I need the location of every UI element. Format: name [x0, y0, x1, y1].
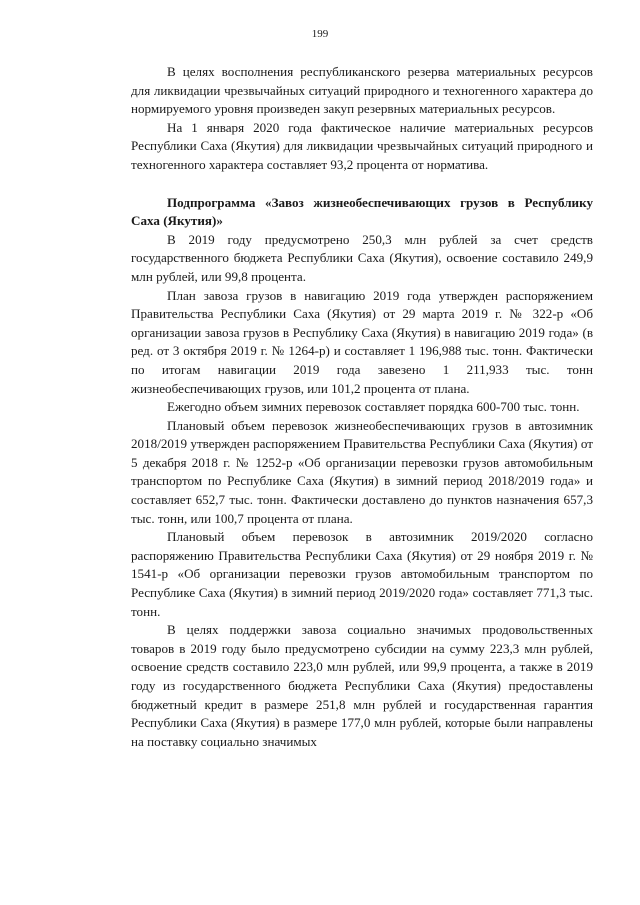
paragraph: План завоза грузов в навигацию 2019 года утвержден распоряжением Правительства Республики Саха (Якутия) от 29 марта 2019 г. № 322-р «Об организации завоза грузов в Республику Саха (Якутия) в навигацию 2019 года» (в ред. от 3 октября 2019 г. № 1264-р) и составляет 1 196,988 тыс. тонн. Фактически по итогам навигации 2019 года завезено 1 211,933 тыс. тонн жизнеобеспечивающих грузов, или 101,2 процента от плана. — [131, 287, 593, 396]
paragraph: В целях поддержки завоза социально значимых продовольственных товаров в 2019 году было предусмотрено субсидии на сумму 223,3 млн рублей, освоение средств составило 223,0 млн рублей, или 99,9 процента, а также в 2019 году из государственного бюджета Республики Саха (Якутия) предоставлены бюджетный кредит в размере 251,8 млн рублей и государственная гарантия Республики Саха (Якутия) в размере 177,0 млн рублей, которые были направлены на поставку социально значимых — [131, 622, 593, 749]
page-number: 199 — [311, 28, 329, 40]
paragraph: Плановый объем перевозок жизнеобеспечивающих грузов в автозимник 2018/2019 утвержден распоряжением Правительства Республики Саха (Якутия) от 5 декабря 2018 г. № 1252-р «Об организации перевозки грузов автомобильным транспортом по Республике Саха (Якутия) в зимний период 2018/2019 года» и составляет 652,7 тыс. тонн. Фактически доставлено до пунктов назначения 657,3 тыс. тонн, или 100,7 процента от плана. — [131, 417, 593, 526]
page-content — [131, 63, 593, 751]
section-gap — [131, 175, 593, 194]
paragraph: Плановый объем перевозок в автозимник 2019/2020 согласно распоряжению Правительства Республики Саха (Якутия) от 29 ноября 2019 г. № 1541-р «Об организации перевозки грузов автомобильным транспортом по Республике Саха (Якутия) в зимний период 2019/2020 года» составляет 771,3 тыс. тонн. — [131, 529, 593, 619]
paragraph: В целях восполнения республиканского резерва материальных ресурсов для ликвидации чрезвычайных ситуаций природного и техногенного характера до нормируемого уровня произведен закуп резервных материальных ресурсов. — [131, 64, 593, 117]
paragraph: В 2019 году предусмотрено 250,3 млн рублей за счет средств государственного бюджета Республики Саха (Якутия), освоение составило 249,9 млн рублей, или 99,8 процента. — [131, 231, 593, 284]
paragraph: Ежегодно объем зимних перевозок составляет порядка 600-700 тыс. тонн. — [167, 399, 580, 415]
subprogram-heading: Подпрограмма «Завоз жизнеобеспечивающих грузов в Республику Саха (Якутия)» — [131, 194, 593, 229]
paragraph: На 1 января 2020 года фактическое наличие материальных ресурсов Республики Саха (Якутия) для ликвидации чрезвычайных ситуаций природного и техногенного характера составляет 93,2 процента от норматива. — [131, 119, 593, 172]
